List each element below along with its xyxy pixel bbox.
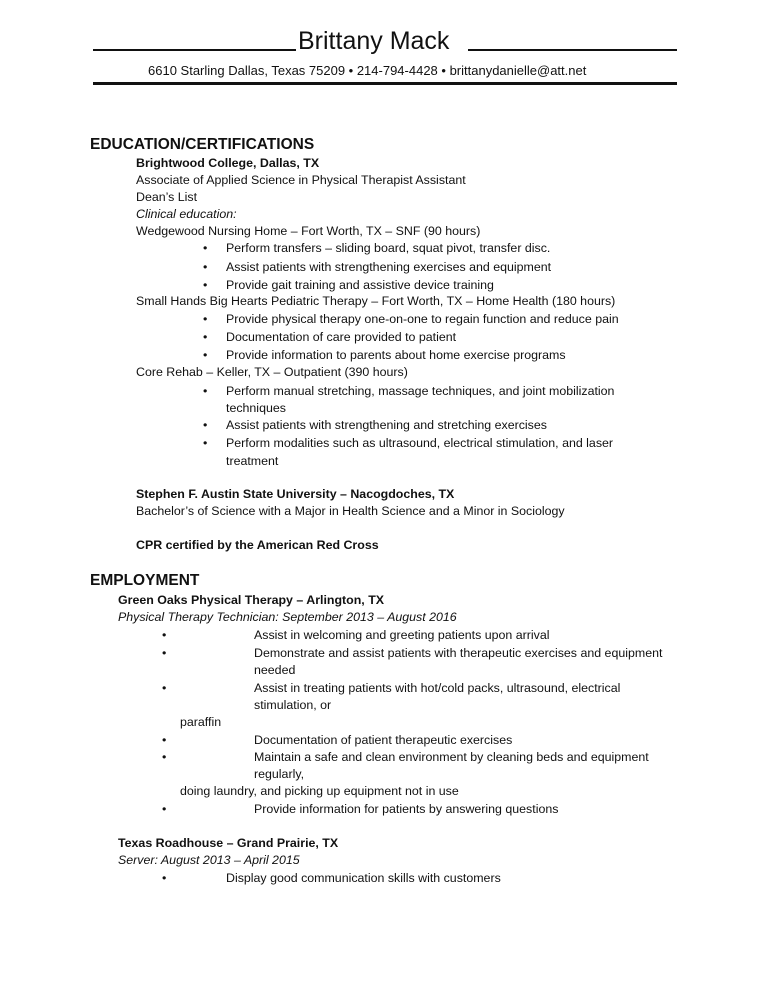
site1-bullet-1: Perform transfers – sliding board, squat pivot, transfer disc.: [226, 241, 551, 255]
bullet: •: [203, 418, 208, 432]
clinical-site-3: Core Rehab – Keller, TX – Outpatient (390 hours): [136, 365, 408, 379]
bullet: •: [203, 312, 208, 326]
bullet: •: [162, 802, 167, 816]
clinical-site-2: Small Hands Big Hearts Pediatric Therapy – Fort Worth, TX – Home Health (180 hours): [136, 294, 616, 308]
bullet: •: [203, 260, 208, 274]
job1-bullet-6: Provide information for patients by answering questions: [254, 802, 559, 816]
site2-bullet-2: Documentation of care provided to patient: [226, 330, 457, 344]
header-left-rule: [93, 49, 296, 51]
job1-bullet-5-cont: regularly,: [254, 767, 305, 781]
bullet: •: [162, 646, 167, 660]
job1-bullet-5: Maintain a safe and clean environment by cleaning beds and equipment: [254, 750, 649, 764]
bullet: •: [162, 750, 167, 764]
header-bottom-rule: [93, 82, 677, 85]
job2-bullet-1: Display good communication skills with customers: [226, 871, 501, 885]
bullet: •: [203, 348, 208, 362]
school1-name: Brightwood College, Dallas, TX: [136, 156, 320, 170]
job1-bullet-1: Assist in welcoming and greeting patients upon arrival: [254, 628, 550, 642]
candidate-name: Brittany Mack: [298, 27, 450, 55]
job1-bullet-3-cont: stimulation, or: [254, 698, 332, 712]
school1-degree: Associate of Applied Science in Physical Therapist Assistant: [136, 173, 466, 187]
employment-heading: EMPLOYMENT: [90, 572, 200, 589]
job1-bullet-3: Assist in treating patients with hot/cold packs, ultrasound, electrical: [254, 681, 621, 695]
job2-role: Server: August 2013 – April 2015: [118, 853, 300, 867]
school2-degree: Bachelor’s of Science with a Major in Health Science and a Minor in Sociology: [136, 504, 565, 518]
clinical-site-1: Wedgewood Nursing Home – Fort Worth, TX – SNF (90 hours): [136, 224, 481, 238]
site3-bullet-1: Perform manual stretching, massage techniques, and joint mobilization: [226, 384, 615, 398]
bullet: •: [203, 330, 208, 344]
job1-bullet-5-cont2: doing laundry, and picking up equipment not in use: [180, 784, 459, 798]
header-right-rule: [468, 49, 677, 51]
contact-line: 6610 Starling Dallas, Texas 75209 • 214-794-4428 • brittanydanielle@att.net: [148, 63, 587, 78]
bullet: •: [162, 681, 167, 695]
school1-honor: Dean’s List: [136, 190, 198, 204]
bullet: •: [203, 384, 208, 398]
job1-bullet-2-cont: needed: [254, 663, 296, 677]
school2-name: Stephen F. Austin State University – Nacogdoches, TX: [136, 487, 455, 501]
site1-bullet-2: Assist patients with strengthening exercises and equipment: [226, 260, 552, 274]
job1-employer: Green Oaks Physical Therapy – Arlington, TX: [118, 593, 385, 607]
certification: CPR certified by the American Red Cross: [136, 538, 379, 552]
site3-bullet-2: Assist patients with strengthening and stretching exercises: [226, 418, 547, 432]
job1-bullet-2: Demonstrate and assist patients with therapeutic exercises and equipment: [254, 646, 663, 660]
site3-bullet-1-cont: techniques: [226, 401, 286, 415]
job1-bullet-3-cont2: paraffin: [180, 715, 222, 729]
education-heading: EDUCATION/CERTIFICATIONS: [90, 136, 315, 153]
bullet: •: [203, 278, 208, 292]
clinical-label: Clinical education:: [136, 207, 237, 221]
job2-employer: Texas Roadhouse – Grand Prairie, TX: [118, 836, 339, 850]
bullet: •: [203, 436, 208, 450]
site1-bullet-3: Provide gait training and assistive device training: [226, 278, 494, 292]
bullet: •: [162, 628, 167, 642]
site3-bullet-3-cont: treatment: [226, 454, 279, 468]
bullet: •: [162, 733, 167, 747]
job1-role: Physical Therapy Technician: September 2013 – August 2016: [118, 610, 457, 624]
site2-bullet-3: Provide information to parents about home exercise programs: [226, 348, 566, 362]
site3-bullet-3: Perform modalities such as ultrasound, electrical stimulation, and laser: [226, 436, 614, 450]
job1-bullet-4: Documentation of patient therapeutic exercises: [254, 733, 513, 747]
bullet: •: [162, 871, 167, 885]
site2-bullet-1: Provide physical therapy one-on-one to regain function and reduce pain: [226, 312, 619, 326]
bullet: •: [203, 241, 208, 255]
